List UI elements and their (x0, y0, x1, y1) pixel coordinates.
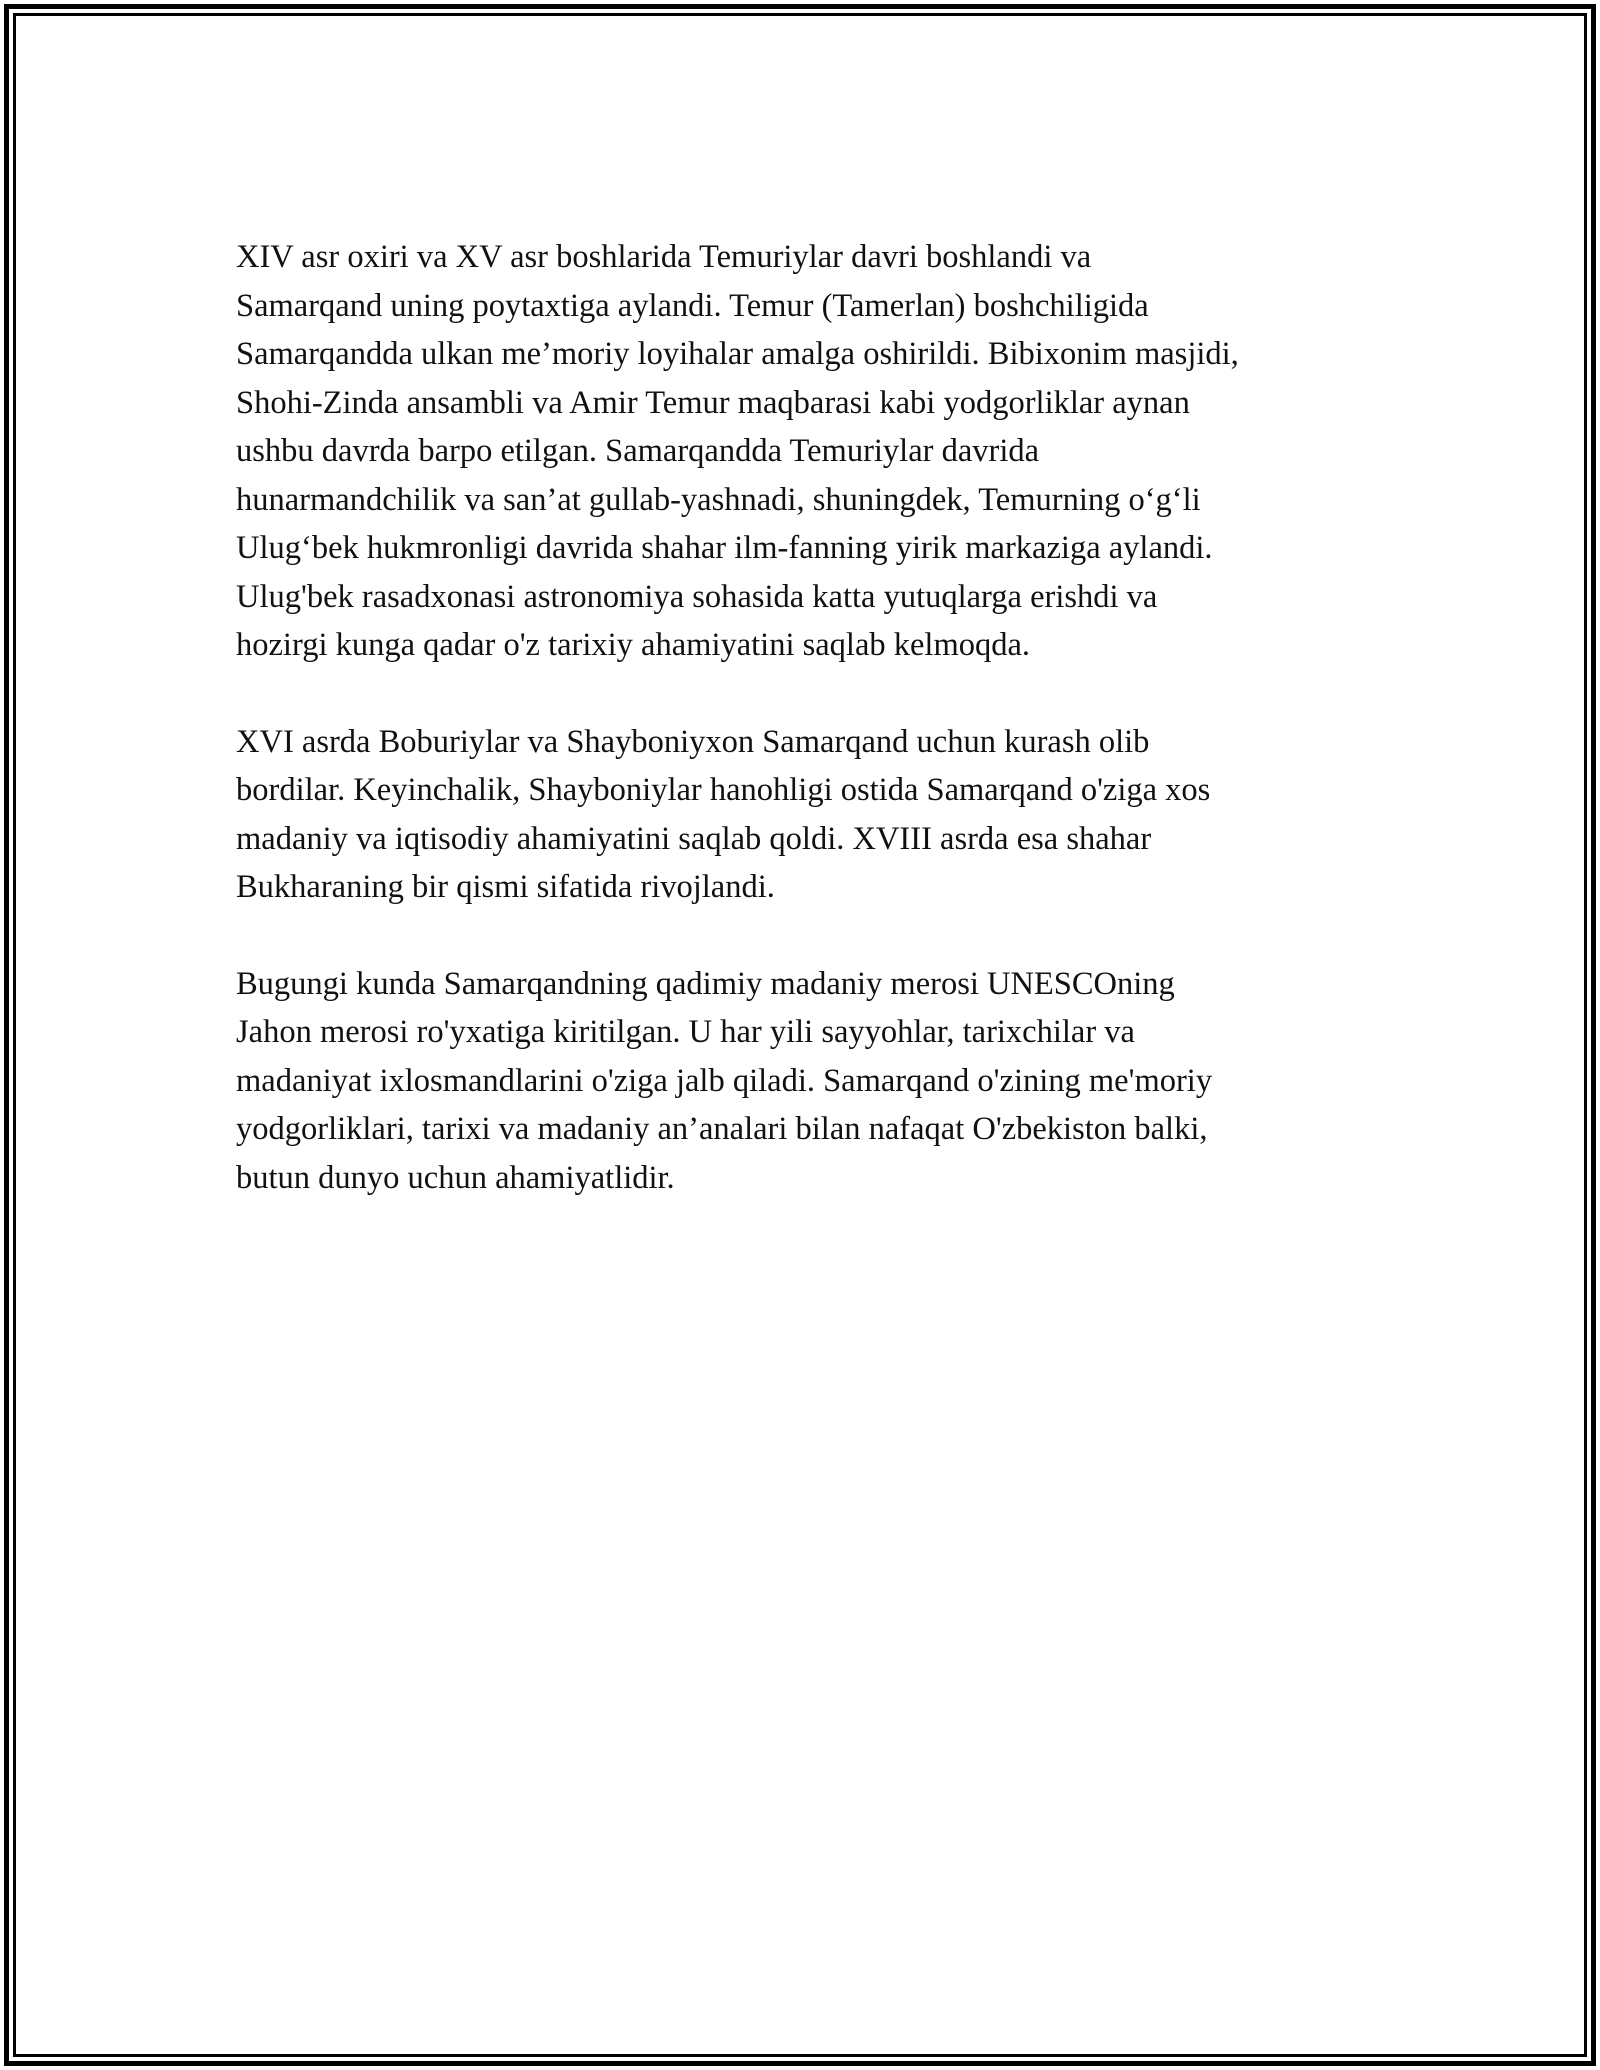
paragraph-present-day (236, 960, 1376, 1203)
text-line: Ulug'bek rasadxonasi astronomiya sohasida katta yutuqlarga erishdi va (236, 578, 1158, 615)
text-line: Bukharaning bir qismi sifatida rivojlandi. (236, 869, 775, 905)
text-line: madaniyat ixlosmandlarini o'ziga jalb qiladi. Samarqand o'zining me'moriy (236, 1062, 1213, 1099)
paragraph-temurid-era (236, 233, 1376, 670)
text-line: Jahon merosi ro'yxatiga kiritilgan. U har yili sayyohlar, tarixchilar va (236, 1014, 1135, 1050)
text-line: hunarmandchilik va san’at gullab-yashnadi, shuningdek, Temurning o‘g‘li (236, 481, 1201, 518)
text-line: yodgorliklari, tarixi va madaniy an’analari bilan nafaqat O'zbekiston balki, (236, 1111, 1208, 1147)
text-line: ushbu davrda barpo etilgan. Samarqandda Temuriylar davrida (236, 433, 1040, 469)
text-line: butun dunyo uchun ahamiyatlidir. (236, 1159, 675, 1196)
text-line: Bugungi kunda Samarqandning qadimiy madaniy merosi UNESCOning (236, 965, 1175, 1002)
text-line: Samarqandda ulkan me’moriy loyihalar amalga oshirildi. Bibixonim masjidi, (236, 336, 1239, 372)
text-line: Ulug‘bek hukmronligi davrida shahar ilm-fanning yirik markaziga aylandi. (236, 530, 1213, 566)
text-line: bordilar. Keyinchalik, Shayboniylar hanohligi ostida Samarqand o'ziga xos (236, 772, 1211, 808)
text-line: XIV asr oxiri va XV asr boshlarida Temuriylar davri boshlandi va (236, 239, 1092, 275)
text-line: Samarqand uning poytaxtiga aylandi. Temur (Tamerlan) boshchiligida (236, 287, 1149, 324)
text-line: madaniy va iqtisodiy ahamiyatini saqlab qoldi. XVIII asrda esa shahar (236, 820, 1152, 857)
document-body (236, 233, 1376, 1250)
text-line: XVI asrda Boburiylar va Shayboniyxon Samarqand uchun kurash olib (236, 723, 1150, 760)
text-line: hozirgi kunga qadar o'z tarixiy ahamiyatini saqlab kelmoqda. (236, 627, 1031, 663)
paragraph-sixteenth-century (236, 718, 1376, 912)
text-line: Shohi-Zinda ansambli va Amir Temur maqbarasi kabi yodgorliklar aynan (236, 384, 1190, 421)
